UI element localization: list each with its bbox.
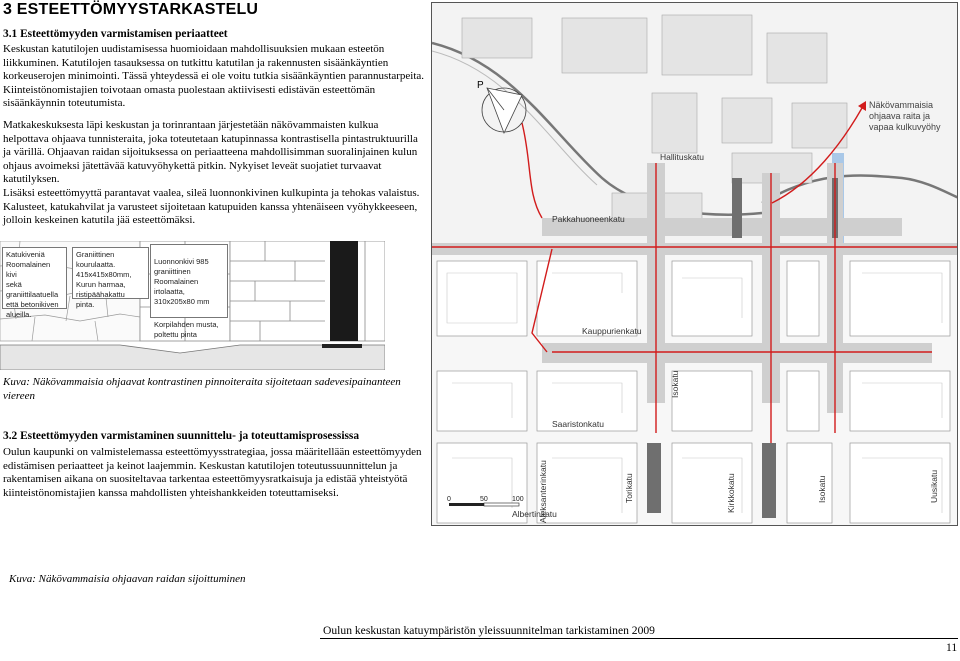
text-line: Kalusteet, katukahvilat ja varusteet sijoitetaan katupuiden kanssa yhtenäiseen vyöhykkeeseen, [3, 200, 418, 213]
text-line: Oulun kaupunki on valmistelemassa esteettömyysstrategiaa, jossa määritellään esteettömyyden [3, 446, 422, 458]
north-label: P [477, 80, 484, 91]
svg-text:100: 100 [512, 496, 524, 503]
street-label: Kauppurienkatu [582, 326, 642, 336]
text-line: helpottava ohjaava tunnisteraita, joka toteutetaan katupinnassa kontrastisella pintastruktuurilla [3, 132, 418, 145]
street-label: Kirkkokatu [726, 473, 736, 513]
label-luonnonkivi-b: Korpilahden musta, poltettu pinta [154, 320, 219, 339]
svg-text:50: 50 [480, 496, 488, 503]
paragraph-3 [3, 187, 428, 228]
text-line: liikkuminen. Katutilojen tasauksessa on tutkittu katutilan ja rakennusten sisäänkäyntien [3, 56, 389, 69]
street-label: Hallituskatu [660, 152, 704, 162]
page-number: 11 [946, 641, 958, 654]
paragraph-2 [3, 119, 428, 187]
text-line: Matkakeskuksesta läpi keskustan ja torinrantaan järjestetään näkövammaisten kulkua [3, 119, 379, 131]
text-line: Kiinteistönomistajien toivotaan omasta puolestaan aktiivisesti edistävän esteettömän [3, 83, 376, 96]
footer-rule [320, 638, 958, 639]
text-line: Lisäksi esteettömyyttä parantavat vaalea, sileä luonnonkivinen kulkupinta ja tehokas valaistus. [3, 187, 420, 199]
text-line: katutilyksen. [3, 173, 60, 185]
text-line: kiinteistönomistajien kanssa mahdollisten yhteishankkeiden toteuttamiseksi. [3, 486, 339, 499]
footer-text: Oulun keskustan katuympäristön yleissuunnitelman tarkistaminen 2009 [323, 624, 655, 637]
paving-sample-illustration [0, 241, 385, 370]
label-luonnonkivi-a: Luonnonkivi 985 graniittinen Roomalainen irtolaatta, 310x205x80 mm [154, 257, 210, 306]
text-line: edistämisen periaatteet ja keinot laajemmin. Keskustan katutilojen toteutussuunnittelun ja [3, 459, 398, 472]
street-label: Isokatu [817, 475, 827, 503]
street-label: Aleksanterinkatu [538, 460, 548, 523]
svg-text:Näkövammaisia: Näkövammaisia [869, 100, 934, 110]
text-line: ohjaus avoimeksi jätettävää katuvyöhykettä pitkin. Nykyiset leveät suojatiet turvaavat [3, 159, 382, 172]
text-line: rakentamisen aikana on suositeltavaa tarkentaa esteettömyysratkaisuja ja edistää yhteistyötä [3, 473, 408, 485]
street-label: Torikatu [624, 473, 634, 503]
figure-caption-2: Kuva: Näkövammaisia ohjaavan raidan sijoittuminen [9, 573, 246, 585]
svg-text:0: 0 [447, 496, 451, 503]
street-label: Isokatu [670, 370, 680, 398]
section-heading-3-2: 3.2 Esteettömyyden varmistaminen suunnittelu- ja toteuttamisprosessissa [3, 430, 360, 442]
figure-caption-1: Kuva: Näkövammaisia ohjaavat kontrastinen pinnoiteraita sijoitetaan sadevesipainanteen viereen [3, 376, 401, 402]
text-line: jolloin keskeinen katutila jää esteettömäksi. [3, 214, 196, 226]
text-line: korkeuserojen minimointi. Tässä yhteydessä ei ole voitu tutkia sisäänkäyntien parannustarpeita. [3, 70, 425, 82]
svg-text:ohjaava raita ja: ohjaava raita ja [869, 111, 931, 121]
street-label: Pakkahuoneenkatu [552, 214, 625, 224]
section-heading-3-1: 3.1 Esteettömyyden varmistamisen periaatteet [3, 28, 228, 40]
street-label: Saaristonkatu [552, 419, 604, 429]
map-legend [858, 100, 941, 132]
text-line: Keskustan katutilojen uudistamisessa huomioidaan mahdollisuuksien mukaan esteetön [3, 43, 385, 55]
label-katukivet: Katukiveniä Roomalainen kivi sekä graniittilaatuella että betonikiven alueilla. [2, 247, 67, 309]
paragraph-4 [3, 446, 428, 500]
text-line: ja värillä. Ohjaavan raidan sijoituksessa on periaatteena mahdollisimman suoralinjainen kulun [3, 146, 418, 158]
text-line: sisäänkäynnin toteutumista. [3, 97, 126, 109]
paragraph-1 [3, 43, 428, 111]
street-label: Albertinkatu [512, 509, 557, 519]
map-drawing [432, 3, 958, 526]
label-kourulaatta: Graniittinen kourulaatta. 415x415x80mm, Kurun harmaa, ristipäähakattu pinta. [72, 247, 149, 299]
page-title: 3 ESTEETTÖMYYSTARKASTELU [3, 1, 259, 18]
street-label: Uusikatu [929, 469, 939, 503]
label-luonnonkivi [150, 244, 228, 339]
svg-text:vapaa kulkuvyöhy: vapaa kulkuvyöhy [869, 122, 941, 132]
city-center-map [431, 2, 958, 526]
